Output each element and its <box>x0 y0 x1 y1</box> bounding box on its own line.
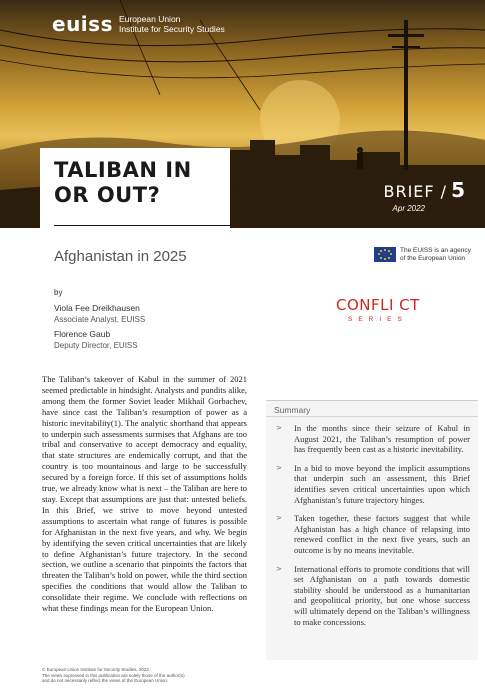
author-role: Deputy Director, EUISS <box>54 341 138 350</box>
introduction-paragraph: The Taliban’s takeover of Kabul in the summer of 2021 seemed predictable in hindsight. Analysts and pundits alike, among them the former Soviet leader Mikhail Gorbachev, have since cast the Taliban’s resumption of power as a historic inevitability(1). The analytic shorthand that appears to underpin such assessments surmises that Afghans are too tribal and conservative to accept democracy and equality, that state structures are endemically corrupt, and that the country is too mountainous and large to be successfully secured by a foreign force. If this set of assumptions holds true, we already know what is next – the Taliban are here to stay. Except that assumptions are just that: untested beliefs. In this Brief, we strive to move beyond untested assumptions to ascertain what range of futures is possible for Afghanistan in the next five years, and why. We begin by identifying the seven critical uncertainties that are likely to define Afghanistan’s future trajectory. In the second section, we outline a scenario that pinpoints the factors that threaten the Taliban’s hold on power, while the third section specifies the conditions that would allow the Taliban to consolidate their regime. We conclude with reflections on what these findings mean for the European Union. <box>42 374 247 614</box>
author-role: Associate Analyst, EUISS <box>54 315 146 324</box>
author-name: Florence Gaub <box>54 329 111 339</box>
author-name: Viola Fee Dreikhausen <box>54 303 140 313</box>
summary-item <box>266 513 470 555</box>
summary-item <box>266 423 470 455</box>
agency-line-2: of the European Union <box>400 255 466 262</box>
by-label: by <box>54 288 63 297</box>
agency-text <box>400 247 471 263</box>
logo-line-2: Institute for Security Studies <box>118 24 225 34</box>
summary-list <box>266 417 478 627</box>
chevron-right-icon: > <box>276 424 282 432</box>
summary-item-text: In a bid to move beyond the implicit assumptions that underpin such an assessment, this Brief identifies seven critical uncertainties upon which Afghanistan’s future trajectory hinges. <box>294 462 470 505</box>
summary-item-text: International efforts to promote conditions that will set Afghanistan on a path towards domestic stability should be understood as a humanitarian and geopolitical priority, but one whose success will ultimately depend on the Taliban’s willingness to make concessions. <box>294 563 470 627</box>
footer-line-3: and do not necessarily reflect the views of the European Union. <box>42 678 169 683</box>
logo-line-1: European Union <box>118 14 181 24</box>
title-box <box>40 148 230 228</box>
eu-agency-note <box>374 247 471 263</box>
logo-text <box>119 14 225 34</box>
chevron-right-icon: > <box>276 514 282 523</box>
summary-item <box>266 564 470 628</box>
logo-mark: euiss <box>52 12 113 36</box>
copyright-footer <box>42 667 185 684</box>
title-underline <box>54 225 230 226</box>
subtitle: Afghanistan in 2025 <box>54 248 187 265</box>
chevron-right-icon: > <box>276 463 282 472</box>
footer-line-1: © European Union Institute for Security Studies, 2022. <box>42 667 151 672</box>
title-line-1: TALIBAN IN <box>54 158 192 182</box>
publication-date: Apr 2022 <box>392 204 425 213</box>
conflict-word: CONFLI CT <box>336 296 420 314</box>
brief-label-text: BRIEF / <box>383 182 448 201</box>
eu-flag-icon <box>374 247 396 262</box>
summary-item <box>266 463 470 505</box>
summary-title: Summary <box>266 401 478 417</box>
chevron-right-icon: > <box>276 564 282 573</box>
brief-label <box>383 178 465 213</box>
title-line-2: OR OUT? <box>54 183 161 207</box>
footer-line-2: The views expressed in this publication are solely those of the author(s) <box>42 672 185 678</box>
euiss-logo <box>52 12 225 36</box>
summary-item-text: In the months since their seizure of Kabul in August 2021, the Taliban’s resumption of power has frequently been cast as a historic inevitability. <box>294 423 470 455</box>
cover-photo <box>0 0 485 228</box>
conflict-series-logo <box>336 296 420 323</box>
authors <box>54 288 145 355</box>
brief-number: 5 <box>451 178 465 202</box>
summary-box <box>266 400 478 660</box>
agency-line-1: The EUISS is an agency <box>400 247 471 254</box>
series-label: SERIES <box>347 316 408 323</box>
summary-item-text: Taken together, these factors suggest that while Afghanistan has a high chance of relapsing into renewed conflict in the next five years, such an outcome is by no means inevitable. <box>294 513 470 555</box>
